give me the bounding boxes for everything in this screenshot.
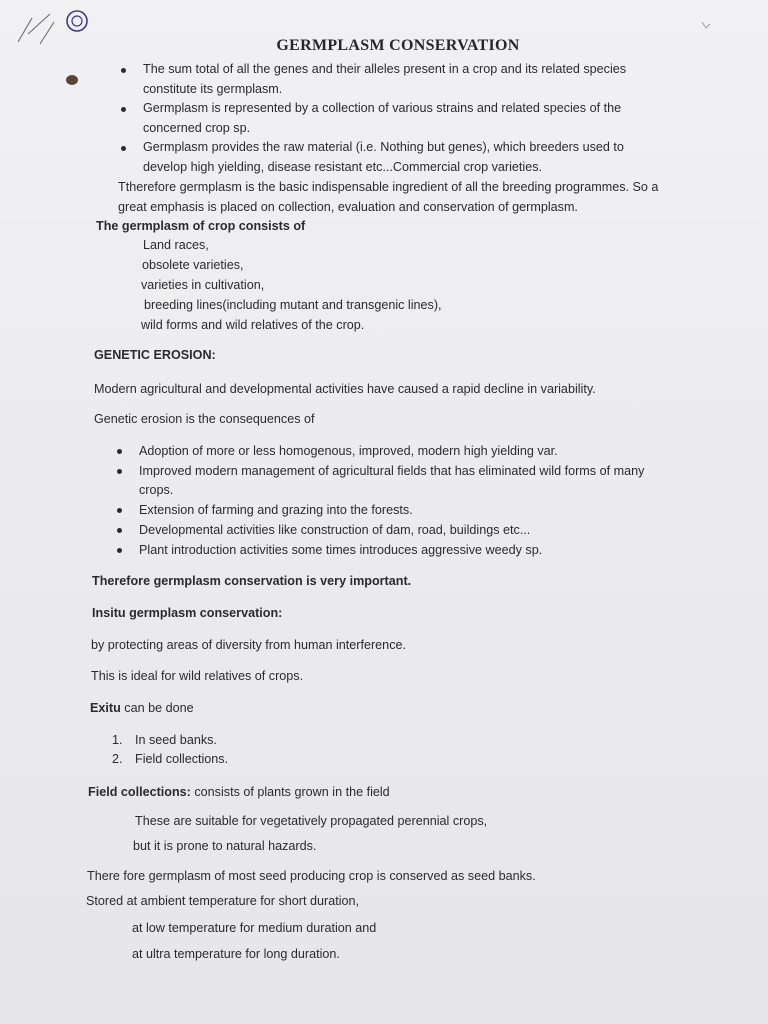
bullet-icon [117,548,122,553]
storage-line: at low temperature for medium duration and [132,921,377,935]
bullet-icon [117,508,122,513]
text-line: obsolete varieties, [142,258,244,272]
exitu-term: Exitu [90,701,121,715]
text-line: The sum total of all the genes and their alleles present in a crop and its related species [143,62,627,76]
bullet-icon [121,146,126,151]
conservation-important-line: Therefore germplasm conservation is very important. [92,574,412,588]
seed-bank-line: There fore germplasm of most seed producing crop is conserved as seed banks. [87,869,536,883]
text-line: Adoption of more or less homogenous, improved, modern high yielding var. [139,444,558,458]
text-line: Germplasm is represented by a collection of various strains and related species of the [143,101,622,115]
bullet-icon [117,449,122,454]
bullet-icon [117,469,122,474]
field-collections-line [88,783,390,801]
erosion-text: Modern agricultural and developmental activities have caused a rapid decline in variability. [94,382,596,396]
text-line: Developmental activities like construction of dam, road, buildings etc... [139,523,531,537]
field-collections-term: Field collections: [88,785,191,799]
pencil-mark [698,18,714,34]
exitu-line [90,699,194,717]
intro-paragraph-line: great emphasis is placed on collection, evaluation and conservation of germplasm. [118,200,578,214]
document-title: GERMPLASM CONSERVATION [276,37,520,54]
insitu-heading: Insitu germplasm conservation: [92,606,283,620]
text-line: crops. [139,483,174,497]
field-collections-text: consists of plants grown in the field [190,785,390,799]
storage-line: at ultra temperature for long duration. [132,947,340,961]
exitu-list-item: Field collections. [135,752,229,766]
insitu-text: by protecting areas of diversity from human interference. [91,638,406,652]
text-line: Plant introduction activities some times introduces aggressive weedy sp. [139,543,543,557]
bullet-icon [121,68,126,73]
text-line: wild forms and wild relatives of the crop. [141,318,365,332]
text-line: breeding lines(including mutant and transgenic lines), [144,298,442,312]
bullet-icon [117,528,122,533]
field-collections-detail: These are suitable for vegetatively propagated perennial crops, [135,814,488,828]
erosion-text: Genetic erosion is the consequences of [94,412,315,426]
intro-paragraph-line: Ttherefore germplasm is the basic indispensable ingredient of all the breeding programmes. So a [118,180,659,194]
list-number: 2. [112,752,123,766]
text-line: constitute its germplasm. [143,82,283,96]
consists-heading: The germplasm of crop consists of [96,219,306,233]
insitu-text: This is ideal for wild relatives of crops. [91,669,304,683]
genetic-erosion-heading: GENETIC EROSION: [94,348,216,362]
storage-line: Stored at ambient temperature for short duration, [86,894,360,908]
text-line: varieties in cultivation, [141,278,265,292]
ink-blot-mark [62,70,82,90]
text-line: develop high yielding, disease resistant etc...Commercial crop varieties. [143,160,542,174]
text-line: Germplasm provides the raw material (i.e. Nothing but genes), which breeders used to [143,140,624,154]
text-line: concerned crop sp. [143,121,251,135]
list-number: 1. [112,733,123,747]
exitu-text: can be done [120,701,194,715]
text-line: Land races, [143,238,209,252]
bullet-icon [121,107,126,112]
field-collections-detail: but it is prone to natural hazards. [133,839,317,853]
text-line: Improved modern management of agricultural fields that has eliminated wild forms of many [139,464,645,478]
exitu-list-item: In seed banks. [135,733,217,747]
text-line: Extension of farming and grazing into the forests. [139,503,413,517]
